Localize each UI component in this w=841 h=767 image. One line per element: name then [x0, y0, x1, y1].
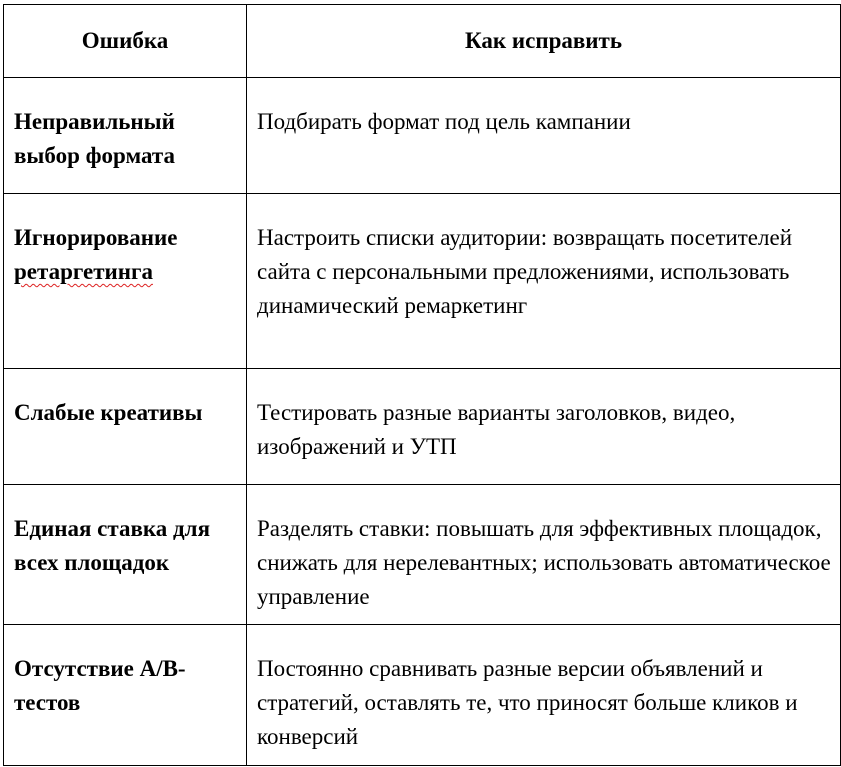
header-error: Ошибка — [4, 5, 247, 78]
fix-cell: Настроить списки аудитории: возвращать посетителей сайта с персональными предложениями, использовать динамический ремаркетинг — [247, 194, 841, 369]
error-cell: Слабые креативы — [4, 369, 247, 485]
table-row — [4, 194, 841, 369]
errors-fixes-table — [3, 4, 841, 766]
error-text-line1: Игнорирование — [14, 225, 178, 250]
table-row — [4, 78, 841, 194]
error-cell: Неправильный выбор формата — [4, 78, 247, 194]
header-row — [4, 5, 841, 78]
error-cell — [4, 194, 247, 369]
fix-cell: Разделять ставки: повышать для эффективных площадок, снижать для нерелевантных; использовать автоматическое управление — [247, 485, 841, 625]
fix-cell: Тестировать разные варианты заголовков, видео, изображений и УТП — [247, 369, 841, 485]
fix-cell: Постоянно сравнивать разные версии объявлений и стратегий, оставлять те, что приносят больше кликов и конверсий — [247, 625, 841, 766]
error-cell: Единая ставка для всех площадок — [4, 485, 247, 625]
fix-cell: Подбирать формат под цель кампании — [247, 78, 841, 194]
table-row — [4, 485, 841, 625]
spellcheck-underlined-word: ретаргетинга — [14, 259, 153, 284]
table-row — [4, 625, 841, 766]
header-fix: Как исправить — [247, 5, 841, 78]
table-row — [4, 369, 841, 485]
error-cell: Отсутствие A/B-тестов — [4, 625, 247, 766]
